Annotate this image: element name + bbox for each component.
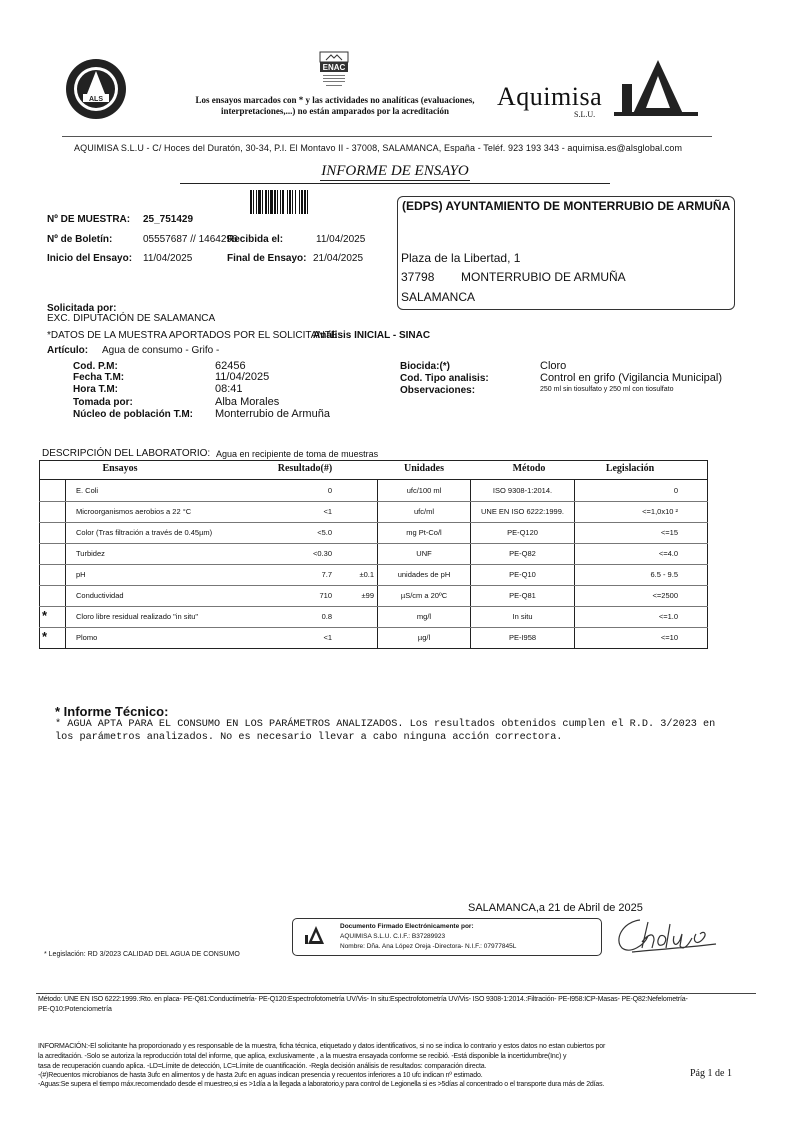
company-address: AQUIMISA S.L.U - C/ Hoces del Duratón, 30-34, P.I. El Montavo II - 37008, SALAMANCA, España - Teléf. 923 193 343 - aquimisa.es@alsglobal.com (74, 143, 683, 153)
client-province: SALAMANCA (401, 290, 476, 304)
article-label: Artículo: (47, 345, 89, 356)
row-divider (39, 585, 708, 586)
solicited-label: Solicitada por: (47, 303, 117, 314)
cell-incert: ±0.1 (359, 570, 374, 579)
header-divider (62, 136, 712, 137)
cell-resultado: 0 (327, 486, 332, 495)
detail-label: Cod. P.M: (73, 361, 118, 372)
lab-desc-value: Agua en recipiente de toma de muestras (216, 449, 379, 459)
legislation-note: * Legislación: RD 3/2023 CALIDAD DEL AGUA DE CONSUMO (44, 951, 240, 958)
col-header-metodo: Método (512, 463, 546, 474)
info-line: -(#)Recuentos microbianos de hasta 3ufc en alimentos y de hasta 2ufc en aguas indican presencia y recuentos inferiores a 10 ufc indican nº estimado. (38, 1072, 483, 1079)
svg-text:ALS: ALS (89, 96, 103, 103)
col-header-ensayos: Ensayos (102, 463, 138, 474)
cell-ensayo: Plomo (76, 633, 98, 642)
cell-unidades: µS/cm a 20ºC (400, 591, 448, 600)
cell-unidades: ufc/ml (413, 507, 434, 516)
methods-line: PE-Q10:Potenciometría (38, 1006, 112, 1013)
enac-badge (318, 50, 350, 92)
cell-resultado: <0.30 (313, 549, 332, 558)
detail-value: 08:41 (215, 383, 243, 395)
sign-box-name: Nombre: Dña. Ana López Oreja -Directora- N.I.F.: 07977845L (340, 943, 517, 950)
cell-unidades: mg/l (416, 612, 432, 621)
info-line: -Aguas:Se supera el tiempo máx.recomendado desde el muestreo,si es >1día a la llegada a laboratorio,y para control de Legionella si es >5días al concentrado o el transporte dura más de 2días. (38, 1081, 605, 1088)
aquimisa-mark-icon (614, 58, 698, 118)
client-city: MONTERRUBIO DE ARMUÑA (461, 270, 626, 284)
row-divider (39, 627, 708, 628)
solicited-value: EXC. DIPUTACIÓN DE SALAMANCA (47, 313, 216, 324)
technical-report-line: los parámetros analizados. No es necesario llevar a cabo ninguna acción correctora. (55, 732, 563, 743)
cell-legis: 6.5 - 9.5 (650, 570, 678, 579)
end-label: Final de Ensayo: (227, 253, 307, 264)
cell-ensayo: pH (76, 570, 86, 579)
detail-value: Control en grifo (Vigilancia Municipal) (540, 372, 722, 384)
sign-box-company: AQUIMISA S.L.U. C.I.F.: B37289923 (340, 933, 446, 940)
info-line: INFORMACIÓN:-El solicitante ha proporcionado y es responsable de la muestra, ficha técnica, etiquetado y datos identificativos, si no se indica lo contrario y estos datos no estan cubiertos por (38, 1043, 606, 1050)
cell-resultado: <5.0 (317, 528, 332, 537)
row-divider (39, 501, 708, 502)
detail-value: 62456 (215, 360, 246, 372)
methods-line: Método: UNE EN ISO 6222:1999.:Rto. en placa- PE-Q81:Conductimetría- PE-Q120:Espectrofotometría UV/Vis- In situ:Espectrofotometría UV/Vis- ISO 9308-1:2014.:Filtración- PE-I958:ICP-Masas- PE-Q82:Nefelometría- (38, 996, 688, 1003)
cell-ensayo: Cloro libre residual realizado "in situ" (76, 612, 199, 621)
row-divider (39, 522, 708, 523)
cell-ensayo: E. Coli (76, 486, 99, 495)
aquimisa-small-mark-icon (304, 925, 326, 950)
client-name: (EDPS) AYUNTAMIENTO DE MONTERRUBIO DE ARMUÑA (402, 199, 731, 213)
sample-number-label: Nº DE MUESTRA: (47, 214, 131, 225)
svg-text:ENAC: ENAC (322, 63, 346, 72)
client-street: Plaza de la Libertad, 1 (401, 251, 521, 265)
detail-label: Biocida:(*) (400, 361, 450, 372)
analysis-type: Análisis INICIAL - SINAC (313, 330, 431, 341)
cell-legis: <=2500 (652, 591, 678, 600)
cell-metodo: PE-Q120 (507, 528, 538, 537)
detail-label: Núcleo de población T.M: (73, 409, 194, 420)
cell-mark: * (42, 629, 48, 644)
row-divider (39, 564, 708, 565)
detail-value: 11/04/2025 (215, 371, 270, 383)
detail-label: Observaciones: (400, 385, 476, 396)
info-line: la acreditación. -Solo se autoriza la reproducción total del informe, que aplica, exclusivamente , a la muestra ensayada conforme se recibió. -Está disponible la incertidumbre(Inc) y (38, 1053, 567, 1060)
technical-report-heading: * Informe Técnico: (55, 704, 169, 719)
cell-resultado: 7.7 (321, 570, 332, 579)
cell-ensayo: Color (Tras filtración a través de 0.45µm) (76, 528, 213, 537)
cell-unidades: µg/l (417, 633, 431, 642)
info-line: tasa de recuperación cuando aplica. -LD=Límite de detección, LC=Límite de cuantificación. -Regla decisión análisis de resultados: comparación directa. (38, 1063, 487, 1070)
cell-ensayo: Turbidez (76, 549, 105, 558)
als-logo (65, 58, 127, 120)
handwritten-signature (612, 912, 722, 963)
cell-resultado: 710 (319, 591, 332, 600)
cell-legis: <=4.0 (658, 549, 678, 558)
detail-label: Hora T.M: (73, 384, 118, 395)
received-label: Recibida el: (227, 234, 284, 245)
start-label: Inicio del Ensayo: (47, 253, 133, 264)
cell-legis: <=15 (660, 528, 678, 537)
cell-metodo: PE-Q81 (509, 591, 536, 600)
detail-value: Alba Morales (215, 396, 280, 408)
cell-ensayo: Microorganismos aerobios a 22 °C (76, 507, 192, 516)
barcode-icon (250, 190, 334, 214)
article-value: Agua de consumo - Grifo - (102, 345, 220, 356)
cell-unidades: unidades de pH (397, 570, 451, 579)
lab-desc-label: DESCRIPCIÓN DEL LABORATORIO: (42, 448, 211, 459)
detail-value: Monterrubio de Armuña (215, 408, 330, 420)
col-header-unidades: Unidades (403, 463, 444, 474)
detail-label: Tomada por: (73, 397, 133, 408)
title-underline (180, 183, 610, 184)
cell-mark: * (42, 608, 48, 623)
cell-resultado: <1 (323, 633, 332, 642)
cell-metodo: PE-I958 (508, 633, 537, 642)
cell-legis: 0 (673, 486, 678, 495)
client-postcode: 37798 (401, 270, 435, 284)
place-date: SALAMANCA,a 21 de Abril de 2025 (468, 902, 643, 914)
technical-report-line: * AGUA APTA PARA EL CONSUMO EN LOS PARÁMETROS ANALIZADOS. Los resultados obtenidos cumplen el R.D. 3/2023 en (55, 719, 716, 730)
cell-legis: <=1,0x10 ² (642, 507, 678, 516)
page-number: Pág 1 de 1 (690, 1068, 732, 1079)
data-note: *DATOS DE LA MUESTRA APORTADOS POR EL SOLICITANTE: (47, 330, 341, 341)
cell-metodo: In situ (512, 612, 533, 621)
cell-resultado: <1 (323, 507, 332, 516)
cell-metodo: PE-Q82 (509, 549, 536, 558)
cell-ensayo: Conductividad (76, 591, 124, 600)
cell-unidades: UNF (416, 549, 432, 558)
aquimisa-logo-text: Aquimisa (497, 82, 603, 111)
bulletin-label: Nº de Boletín: (47, 234, 113, 245)
end-value: 21/04/2025 (313, 253, 364, 264)
cell-metodo: ISO 9308-1:2014. (492, 486, 553, 495)
row-divider (39, 606, 708, 607)
aquimisa-logo-suffix: S.L.U. (574, 110, 596, 119)
detail-value: Cloro (540, 360, 567, 372)
sample-number-value: 25_751429 (143, 214, 194, 225)
detail-label: Fecha T.M: (73, 372, 125, 383)
col-header-resultado: Resultado(#) (277, 463, 333, 474)
row-divider (39, 543, 708, 544)
cell-metodo: PE-Q10 (509, 570, 536, 579)
cell-resultado: 0.8 (321, 612, 332, 621)
cell-legis: <=1.0 (658, 612, 678, 621)
cell-unidades: mg Pt-Co/l (406, 528, 442, 537)
report-title: INFORME DE ENSAYO (321, 163, 469, 179)
cell-unidades: ufc/100 ml (406, 486, 442, 495)
col-header-legislacion: Legislación (605, 463, 655, 474)
bulletin-value: 05557687 // 1464296 (143, 234, 238, 245)
cell-incert: ±99 (361, 591, 374, 600)
detail-label: Cod. Tipo analisis: (400, 373, 489, 384)
sign-box-title: Documento Firmado Electrónicamente por: (340, 923, 474, 930)
received-value: 11/04/2025 (316, 234, 366, 245)
footer-divider (36, 993, 756, 994)
cell-legis: <=10 (660, 633, 678, 642)
cell-metodo: UNE EN ISO 6222:1999. (481, 507, 564, 516)
accreditation-note: Los ensayos marcados con * y las actividades no analíticas (evaluaciones, interpretaciones,...) no están amparados por la acreditación (195, 95, 475, 116)
detail-value: 250 ml sin tiosulfato y 250 ml con tiosulfato (540, 386, 674, 393)
start-value: 11/04/2025 (143, 253, 193, 264)
